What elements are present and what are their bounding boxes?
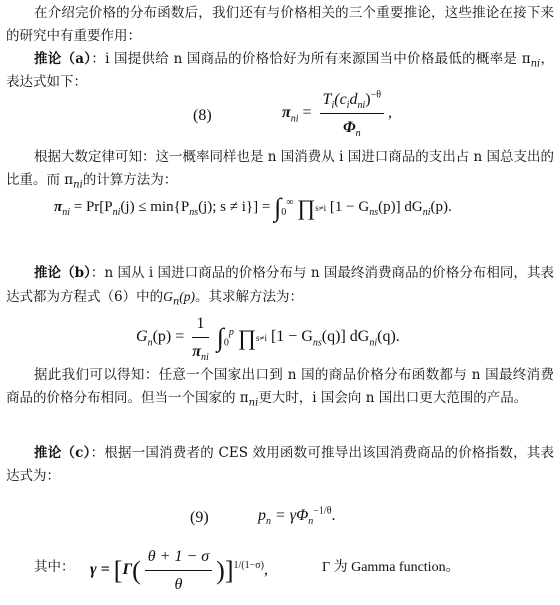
intro-paragraph [6,2,554,48]
corollary-a-label: 推论（a） [34,51,92,67]
probability-text: 根据大数定律可知：这一概率同样也是 n 国消费从 i 国进口商品的支出占 n 国总支出的比重。而 π [6,149,554,188]
corollary-b-paragraph [6,262,554,309]
equation-8-number: (8) [193,107,212,124]
corollary-a-tail: ，表达式如下： [6,51,554,90]
equation-9 [258,504,336,527]
corollary-c-label: 推论（c） [34,445,91,461]
eq-g-integrand2: (q)] dG [321,328,370,346]
corollary-b-text: ：n 国从 i 国进口商品的价格分布与 n 国最终消费商品的价格分布相同，其表达式都为方程式（6）中的 [6,265,554,305]
equation-pi-definition: $\pi_{ni} = Pr[P_{ni}(j) \le \min\{P_{ns}(j)$; $s \ne i\}] = \int_0^\infty$ ∏s≠i $[1 - G_{ns}(p)]$ $dG_{ni}(p)$. [54,193,452,223]
eq8-phi: Φ [342,119,356,136]
eq8-d: d [349,91,358,108]
eq-pi-integrand3: (p). [430,199,452,215]
probability-paragraph [6,146,554,192]
eq-pi-integrand1: [1 − G [329,199,370,215]
eq-pi-part1: = Pr[P [73,199,113,215]
eq-pi-part2: (j) ≤ min{P [120,199,190,215]
eq9-rhs: = γΦ [271,507,309,524]
inference-tail: 更大时，i 国会向 n 国出口更大范围的产品。 [258,390,528,406]
eq8-fraction: $\frac{T_i(c_id_{ni})^{-\theta}}{\Phi_n}$ [320,88,384,139]
inference-text: 据此我们可以得知：任意一个国家出口到 n 国的商品价格分布函数都与 n 国最终消费商品的价格分布相同。但当一个国家的 π [6,367,554,406]
corollary-a-paragraph [6,48,554,94]
eq-g-lhs-arg: (p) = [152,328,185,346]
gamma-note-text: Γ 为 Gamma function。 [322,560,460,575]
corollary-a-subscript: ni [530,58,541,70]
eq-gamma-comma: , [263,561,268,579]
eq9-exp: −1/θ [313,505,332,517]
intro-text: 在介绍完价格的分布函数后，我们还有与价格相关的三个重要推论，这些推论在接下来的研究中有重要作用： [6,5,554,44]
eq-g-lhs-sub: n [147,337,153,349]
corollary-b-math-arg: (p) [179,289,196,304]
eq-g-fraction: $\frac{1}{\pi_{ni}}$ [192,312,209,363]
inference-paragraph [6,364,554,410]
corollary-c-text: ：根据一国消费者的 CES 效用函数可推导出该国消费商品的价格指数，其表达式为： [6,445,554,484]
eq-g-integrand1: [1 − G [270,328,313,346]
equation-gamma: γ = [Γ( $\frac{\theta + 1 - \sigma}{\theta}$ )]$^{1/(1-\sigma)}$, [90,545,268,596]
corollary-c-paragraph [6,442,554,488]
eq-pi-part3: (j); s ≠ i}] = [198,199,271,215]
eq8-pi-symbol: π [282,104,291,122]
eq8-c: (c [334,91,347,108]
eq9-p-sub: n [266,516,271,528]
eq8-T: T [322,91,332,108]
eq8-d-sub: ni [357,100,366,112]
eq8-T-sub: i [331,100,335,112]
inference-subscript: ni [248,397,259,409]
gamma-note [322,556,460,579]
eq-gamma-exp: 1/(1−σ) [233,559,264,571]
gamma-prefix-text: 其中： [34,559,75,575]
corollary-a-text: ：i 国提供给 n 国商品的价格恰好为所有来源国当中价格最低的概率是 π [91,51,531,67]
equation-9-number: (9) [190,509,209,526]
eq-g-frac-num: 1 [192,312,209,338]
corollary-b-math: G [163,289,173,304]
eq9-rhs-sub: n [308,516,314,528]
eq9-p: p [258,507,266,524]
eq8-phi-sub: n [355,128,361,140]
corollary-b-tail: 。其求解方法为： [195,289,304,305]
eq-gamma-fraction [145,545,212,596]
eq-gamma-den: θ [174,576,183,593]
corollary-b-label: 推论（b） [34,265,91,281]
eq-gamma-lhs: γ = [90,561,114,579]
eq8-pi-sub: ni [290,113,299,125]
equation-g-definition: $G_n(p)$ = $\frac{1}{\pi_{ni}}$ $\int_0^p$ ∏s≠i $[1 - G_{ns}(q)]$ $dG_{ni}(q)$. [136,312,400,363]
corollary-b-math-sub: n [172,296,180,308]
eq-g-integrand3: (q). [377,328,400,346]
probability-tail: 的计算方法为： [82,172,178,188]
eq8-c-sub: i [346,100,350,112]
gamma-prefix [34,556,75,579]
equation-8: $\pi_{ni}$ = $\frac{T_i(c_id_{ni})^{-\theta}}{\Phi_n}$ , [282,89,392,140]
eq9-end: . [331,507,336,524]
eq-pi-integrand2: (p)] dG [378,199,423,215]
eq8-exponent: −θ [370,89,381,101]
probability-subscript: ni [73,179,83,191]
eq-g-lhs: G [136,328,148,346]
eq-gamma-num: θ + 1 − σ [145,545,212,571]
